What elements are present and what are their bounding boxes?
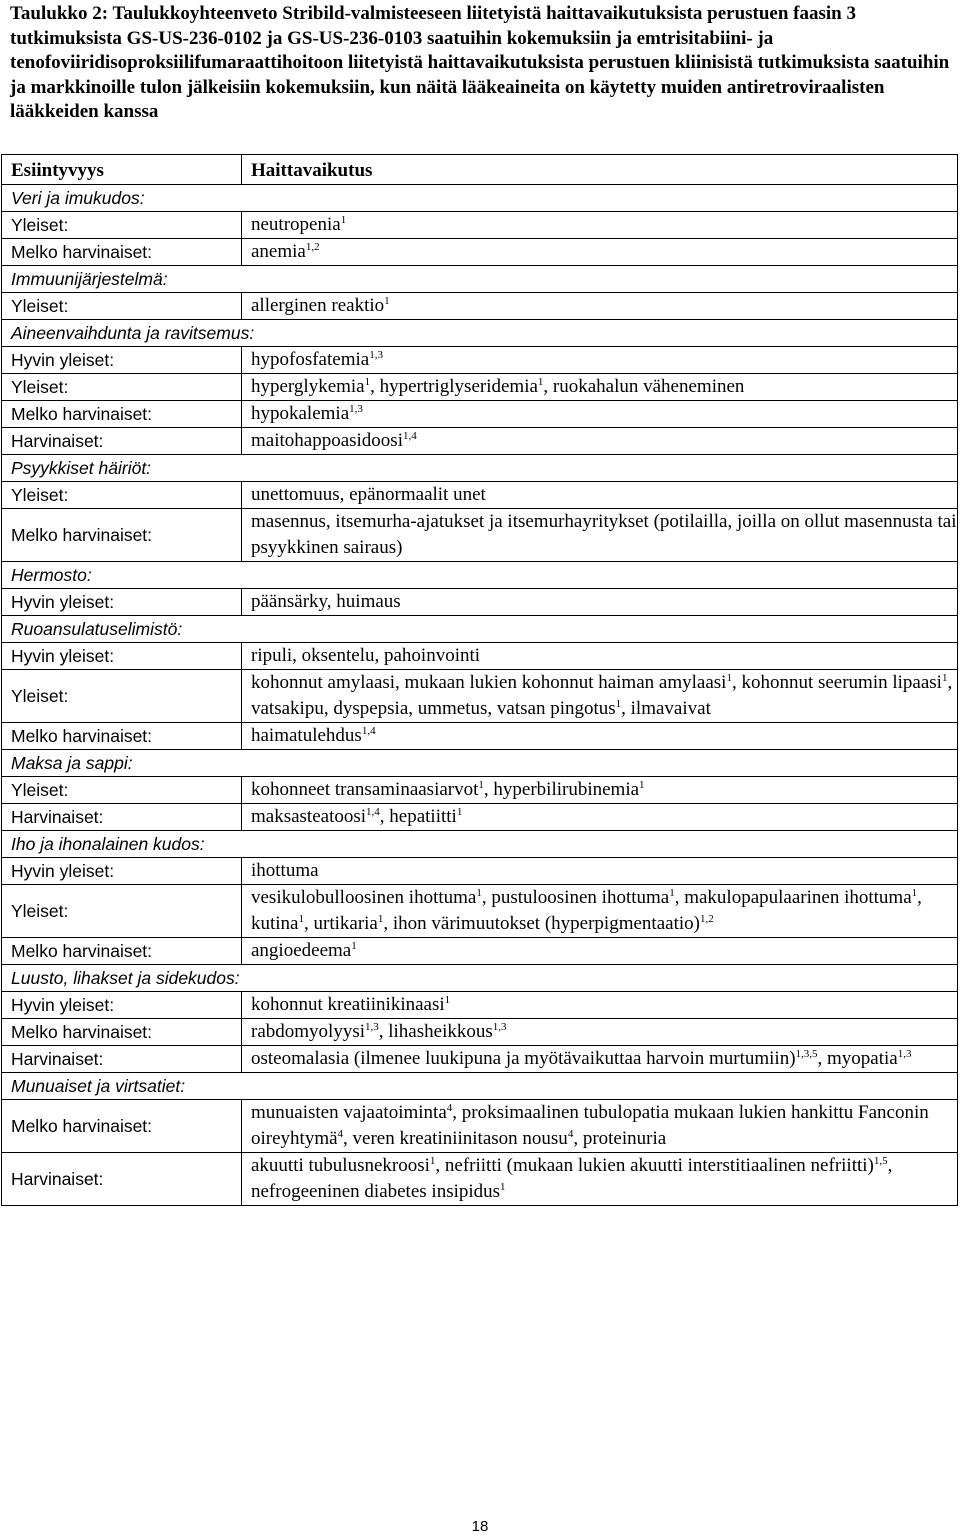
footnote-reference: 1,5 bbox=[873, 1155, 888, 1167]
frequency-cell: Harvinaiset: bbox=[2, 1153, 242, 1206]
footnote-reference: 1,3 bbox=[369, 349, 383, 361]
header-frequency: Esiintyvyys bbox=[2, 155, 242, 185]
reaction-text: kohonneet transaminaasiarvot bbox=[251, 779, 479, 800]
adverse-reaction-cell bbox=[242, 482, 958, 509]
table-row bbox=[2, 885, 958, 938]
category-row bbox=[2, 750, 958, 777]
adverse-reaction-cell bbox=[242, 643, 958, 670]
table-row bbox=[2, 643, 958, 670]
frequency-cell: Melko harvinaiset: bbox=[2, 1100, 242, 1153]
reaction-text: , kohonnut seerumin lipaasi bbox=[731, 672, 942, 693]
frequency-cell: Yleiset: bbox=[2, 670, 242, 723]
table-row bbox=[2, 804, 958, 831]
reaction-text: allerginen reaktio bbox=[251, 295, 385, 316]
reaction-text: , hepatiitti bbox=[379, 806, 457, 827]
frequency-cell: Yleiset: bbox=[2, 293, 242, 320]
category-row bbox=[2, 965, 958, 992]
footnote-reference: 1 bbox=[500, 1181, 506, 1193]
adverse-reaction-cell bbox=[242, 509, 958, 562]
category-row bbox=[2, 266, 958, 293]
organ-class-heading: Aineenvaihdunta ja ravitsemus: bbox=[2, 320, 958, 347]
reaction-text: , hypertriglyseridemia bbox=[370, 376, 538, 397]
reaction-text: , makulopapulaarinen ihottuma bbox=[674, 887, 912, 908]
footnote-reference: 4 bbox=[446, 1102, 453, 1114]
reaction-text: vesikulobulloosinen ihottuma bbox=[251, 887, 477, 908]
adverse-reaction-cell bbox=[242, 212, 958, 239]
reaction-text: munuaisten vajaatoiminta bbox=[251, 1102, 447, 1123]
table-row bbox=[2, 777, 958, 804]
footnote-reference: 1 bbox=[726, 672, 732, 684]
footnote-reference: 1 bbox=[478, 779, 484, 791]
reaction-text: ihottuma bbox=[251, 860, 319, 881]
footnote-reference: 1,4 bbox=[402, 430, 417, 442]
table-header-row bbox=[2, 155, 958, 185]
category-row bbox=[2, 831, 958, 858]
frequency-cell: Yleiset: bbox=[2, 482, 242, 509]
frequency-cell: Melko harvinaiset: bbox=[2, 239, 242, 266]
frequency-cell: Yleiset: bbox=[2, 777, 242, 804]
reaction-text: haimatulehdus bbox=[251, 725, 362, 746]
page-number: 18 bbox=[471, 1518, 489, 1535]
adverse-reaction-cell bbox=[242, 374, 958, 401]
table-row bbox=[2, 293, 958, 320]
adverse-reaction-cell bbox=[242, 858, 958, 885]
adverse-reaction-cell bbox=[242, 670, 958, 723]
footnote-reference: 1 bbox=[639, 779, 645, 791]
reaction-text: rabdomyolyysi bbox=[251, 1021, 365, 1042]
adverse-reactions-table bbox=[1, 154, 958, 1206]
organ-class-heading: Psyykkiset häiriöt: bbox=[2, 455, 958, 482]
category-row bbox=[2, 562, 958, 589]
category-row bbox=[2, 320, 958, 347]
adverse-reaction-cell bbox=[242, 293, 958, 320]
frequency-cell: Melko harvinaiset: bbox=[2, 938, 242, 965]
table-row bbox=[2, 239, 958, 266]
table-row bbox=[2, 723, 958, 750]
footnote-reference: 4 bbox=[567, 1128, 574, 1140]
organ-class-heading: Luusto, lihakset ja sidekudos: bbox=[2, 965, 958, 992]
adverse-reaction-cell bbox=[242, 239, 958, 266]
organ-class-heading: Hermosto: bbox=[2, 562, 958, 589]
reaction-text: , nefrogeeninen diabetes insipidus bbox=[251, 1155, 893, 1202]
adverse-reaction-cell bbox=[242, 1019, 958, 1046]
category-row bbox=[2, 455, 958, 482]
table-row bbox=[2, 428, 958, 455]
reaction-text: , ihon värimuutokset (hyperpigmentaatio) bbox=[383, 913, 700, 934]
organ-class-heading: Ruoansulatuselimistö: bbox=[2, 616, 958, 643]
table-row bbox=[2, 992, 958, 1019]
frequency-cell: Yleiset: bbox=[2, 374, 242, 401]
footnote-reference: 1,4 bbox=[361, 725, 376, 737]
footnote-reference: 1 bbox=[298, 913, 304, 925]
adverse-reaction-cell bbox=[242, 885, 958, 938]
footnote-reference: 1 bbox=[669, 887, 675, 899]
frequency-cell: Hyvin yleiset: bbox=[2, 858, 242, 885]
reaction-text: kohonnut kreatiinikinaasi bbox=[251, 994, 445, 1015]
reaction-text: anemia bbox=[251, 241, 306, 262]
footnote-reference: 1 bbox=[444, 994, 451, 1006]
reaction-text: angioedeema bbox=[251, 940, 352, 961]
adverse-reaction-cell bbox=[242, 1046, 958, 1073]
footnote-reference: 1,4 bbox=[366, 806, 380, 818]
organ-class-heading: Immuunijärjestelmä: bbox=[2, 266, 958, 293]
footnote-reference: 1 bbox=[377, 913, 384, 925]
frequency-cell: Melko harvinaiset: bbox=[2, 401, 242, 428]
reaction-text: , lihasheikkous bbox=[378, 1021, 493, 1042]
reaction-text: hypokalemia bbox=[251, 403, 350, 424]
reaction-text: ripuli, oksentelu, pahoinvointi bbox=[251, 645, 481, 666]
footnote-reference: 1,2 bbox=[699, 913, 714, 925]
footnote-reference: 1 bbox=[429, 1155, 436, 1167]
reaction-text: päänsärky, huimaus bbox=[251, 591, 401, 612]
table-row bbox=[2, 212, 958, 239]
adverse-reaction-cell bbox=[242, 1100, 958, 1153]
reaction-text: , ruokahalun väheneminen bbox=[543, 376, 745, 397]
reaction-text: , proksimaalinen tubulopatia mukaan lukien hankittu Fanconin oireyhtymä bbox=[251, 1102, 929, 1149]
adverse-reaction-cell bbox=[242, 723, 958, 750]
reaction-text: , urtikaria bbox=[304, 913, 378, 934]
table-row bbox=[2, 1046, 958, 1073]
organ-class-heading: Munuaiset ja virtsatiet: bbox=[2, 1073, 958, 1100]
table-row bbox=[2, 1019, 958, 1046]
footnote-reference: 1,3 bbox=[365, 1021, 379, 1033]
reaction-text: , kutina bbox=[251, 887, 922, 934]
reaction-text: , proteinuria bbox=[573, 1128, 667, 1149]
table-row bbox=[2, 1153, 958, 1206]
adverse-reaction-cell bbox=[242, 804, 958, 831]
adverse-reaction-cell bbox=[242, 589, 958, 616]
footnote-reference: 1 bbox=[351, 940, 357, 952]
reaction-text: hyperglykemia bbox=[251, 376, 365, 397]
footnote-reference: 1 bbox=[384, 295, 390, 307]
footnote-reference: 1 bbox=[615, 698, 622, 710]
footnote-reference: 1,3 bbox=[349, 403, 363, 415]
category-row bbox=[2, 185, 958, 212]
reaction-text: unettomuus, epänormaalit unet bbox=[251, 484, 486, 505]
reaction-text: neutropenia bbox=[251, 214, 341, 235]
adverse-reaction-cell bbox=[242, 401, 958, 428]
organ-class-heading: Iho ja ihonalainen kudos: bbox=[2, 831, 958, 858]
reaction-text: maitohappoasidoosi bbox=[251, 430, 403, 451]
table-caption: Taulukko 2: Taulukkoyhteenveto Stribild-valmisteeseen liitetyistä haittavaikutuksista perustuen faasin 3 tutkimuksista GS-US-236-0102 ja GS-US-236-0103 saatuihin kokemuksiin ja emtrisitabiini- ja tenofoviiridisoproksiilifumaraattihoitoon liitetyistä haittavaikutuksista perustuen kliinisistä tutkimuksista saatuihin ja markkinoille tulon jälkeisiin kokemuksiin, kun näitä lääkeaineita on käytetty muiden antiretroviraalisten lääkkeiden kanssa bbox=[10, 3, 950, 123]
table-row bbox=[2, 401, 958, 428]
footnote-reference: 1 bbox=[941, 672, 948, 684]
reaction-text: , pustuloosinen ihottuma bbox=[481, 887, 670, 908]
organ-class-heading: Maksa ja sappi: bbox=[2, 750, 958, 777]
reaction-text: , ilmavaivat bbox=[621, 698, 711, 719]
organ-class-heading: Veri ja imukudos: bbox=[2, 185, 958, 212]
reaction-text: maksasteatoosi bbox=[251, 806, 367, 827]
adverse-reaction-cell bbox=[242, 777, 958, 804]
adverse-reaction-cell bbox=[242, 347, 958, 374]
frequency-cell: Melko harvinaiset: bbox=[2, 509, 242, 562]
reaction-text: , vatsakipu, dyspepsia, ummetus, vatsan pingotus bbox=[251, 672, 953, 719]
frequency-cell: Hyvin yleiset: bbox=[2, 347, 242, 374]
reaction-text: akuutti tubulusnekroosi bbox=[251, 1155, 430, 1176]
table-row bbox=[2, 374, 958, 401]
frequency-cell: Harvinaiset: bbox=[2, 428, 242, 455]
frequency-cell: Harvinaiset: bbox=[2, 804, 242, 831]
table-body bbox=[2, 185, 958, 1206]
reaction-text: osteomalasia (ilmenee luukipuna ja myötävaikuttaa harvoin murtumiin) bbox=[251, 1048, 796, 1069]
footnote-reference: 1 bbox=[456, 806, 463, 818]
table-row bbox=[2, 670, 958, 723]
table-row bbox=[2, 509, 958, 562]
frequency-cell: Yleiset: bbox=[2, 885, 242, 938]
category-row bbox=[2, 1073, 958, 1100]
table-row bbox=[2, 1100, 958, 1153]
adverse-reaction-cell bbox=[242, 992, 958, 1019]
reaction-text: , hyperbilirubinemia bbox=[483, 779, 640, 800]
footnote-reference: 1 bbox=[911, 887, 918, 899]
frequency-cell: Melko harvinaiset: bbox=[2, 723, 242, 750]
footnote-reference: 1,3,5 bbox=[795, 1048, 818, 1060]
table-row bbox=[2, 482, 958, 509]
frequency-cell: Melko harvinaiset: bbox=[2, 1019, 242, 1046]
table-row bbox=[2, 347, 958, 374]
footnote-reference: 1 bbox=[340, 214, 347, 226]
reaction-text: masennus, itsemurha-ajatukset ja itsemurhayritykset (potilailla, joilla on ollut masennusta tai psyykkinen sairaus) bbox=[251, 511, 957, 558]
footnote-reference: 1 bbox=[476, 887, 482, 899]
footnote-reference: 4 bbox=[337, 1128, 344, 1140]
frequency-cell: Hyvin yleiset: bbox=[2, 589, 242, 616]
category-row bbox=[2, 616, 958, 643]
header-adverse-reaction: Haittavaikutus bbox=[242, 155, 958, 185]
reaction-text: kohonnut amylaasi, mukaan lukien kohonnut haiman amylaasi bbox=[251, 672, 727, 693]
reaction-text: , myopatia bbox=[817, 1048, 898, 1069]
frequency-cell: Hyvin yleiset: bbox=[2, 992, 242, 1019]
footnote-reference: 1 bbox=[364, 376, 371, 388]
table-row bbox=[2, 589, 958, 616]
reaction-text: , nefriitti (mukaan lukien akuutti interstitiaalinen nefriitti) bbox=[435, 1155, 874, 1176]
footnote-reference: 1,2 bbox=[305, 241, 320, 253]
frequency-cell: Harvinaiset: bbox=[2, 1046, 242, 1073]
reaction-text: hypofosfatemia bbox=[251, 349, 370, 370]
reaction-text: , veren kreatiniinitason nousu bbox=[343, 1128, 568, 1149]
frequency-cell: Yleiset: bbox=[2, 212, 242, 239]
footnote-reference: 1,3 bbox=[897, 1048, 912, 1060]
adverse-reaction-cell bbox=[242, 428, 958, 455]
table-row bbox=[2, 938, 958, 965]
adverse-reaction-cell bbox=[242, 938, 958, 965]
adverse-reaction-cell bbox=[242, 1153, 958, 1206]
footnote-reference: 1,3 bbox=[492, 1021, 507, 1033]
table-row bbox=[2, 858, 958, 885]
frequency-cell: Hyvin yleiset: bbox=[2, 643, 242, 670]
footnote-reference: 1 bbox=[537, 376, 544, 388]
